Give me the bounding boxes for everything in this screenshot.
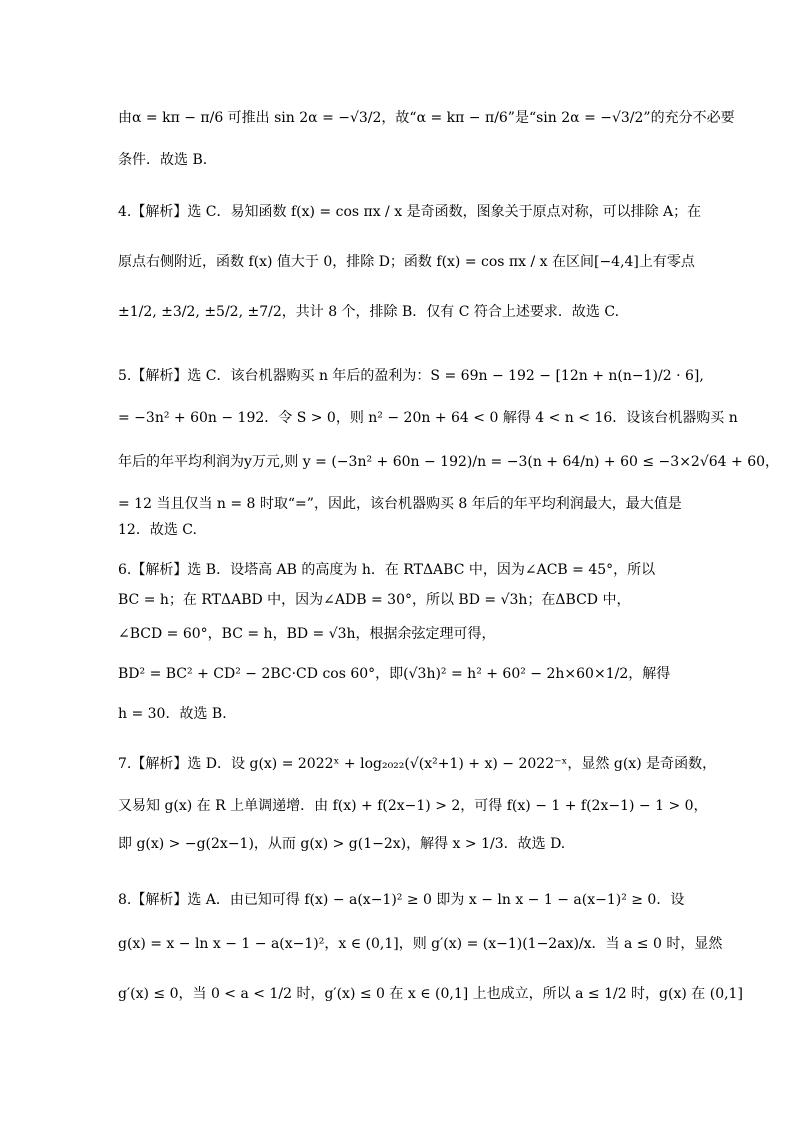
text-line: 5.【解析】选 C．该台机器购买 n 年后的盈利为：S = 69n − 192 − [12n + n(n−1)/2 · 6], bbox=[118, 368, 704, 384]
text-line: BD² = BC² + CD² − 2BC·CD cos 60°，即(√3h)² = h² + 60² − 2h×60×1/2，解得 bbox=[118, 666, 671, 682]
text-line: g(x) = x − ln x − 1 − a(x−1)²，x ∈ (0,1]，则 g′(x) = (x−1)(1−2ax)/x．当 a ≤ 0 时，显然 bbox=[118, 936, 723, 952]
text-line: 原点右侧附近，函数 f(x) 值大于 0，排除 D；函数 f(x) = cos πx / x 在区间[−4,4]上有零点 bbox=[118, 254, 695, 270]
text-line: 8.【解析】选 A．由已知可得 f(x) − a(x−1)² ≥ 0 即为 x − ln x − 1 − a(x−1)² ≥ 0．设 bbox=[118, 892, 685, 908]
text-line: g′(x) ≤ 0，当 0 < a < 1/2 时，g′(x) ≤ 0 在 x ∈ (0,1] 上也成立，所以 a ≤ 1/2 时，g(x) 在 (0,1] bbox=[118, 986, 743, 1002]
text-line: 7.【解析】选 D．设 g(x) = 2022ˣ + log₂₀₂₂(√(x²+1) + x) − 2022⁻ˣ，显然 g(x) 是奇函数， bbox=[118, 756, 717, 772]
text-line: h = 30．故选 B. bbox=[118, 706, 227, 722]
text-line: 年后的年平均利润为y万元,则 y = (−3n² + 60n − 192)/n = −3(n + 64/n) + 60 ≤ −3×2√64 + 60， bbox=[118, 454, 780, 470]
text-line: 6.【解析】选 B．设塔高 AB 的高度为 h．在 RTΔABC 中，因为∠ACB = 45°，所以 bbox=[118, 562, 656, 578]
text-line: = −3n² + 60n − 192．令 S > 0，则 n² − 20n + 64 < 0 解得 4 < n < 16．设该台机器购买 n bbox=[118, 410, 738, 426]
text-line: ∠BCD = 60°，BC = h，BD = √3h，根据余弦定理可得， bbox=[118, 626, 496, 642]
text-line: ±1/2, ±3/2, ±5/2, ±7/2，共计 8 个，排除 B．仅有 C 符合上述要求．故选 C. bbox=[118, 304, 620, 320]
text-line: 12．故选 C. bbox=[118, 522, 197, 538]
text-line: 又易知 g(x) 在 R 上单调递增．由 f(x) + f(2x−1) > 2，可得 f(x) − 1 + f(2x−1) − 1 > 0， bbox=[118, 798, 708, 814]
text-line: 条件．故选 B. bbox=[118, 152, 208, 168]
text-line: 4.【解析】选 C．易知函数 f(x) = cos πx / x 是奇函数，图象关于原点对称，可以排除 A；在 bbox=[118, 204, 702, 220]
text-line: = 12 当且仅当 n = 8 时取“=”，因此，该台机器购买 8 年后的年平均利润最大，最大值是 bbox=[118, 496, 682, 512]
text-line: BC = h；在 RTΔABD 中，因为∠ADB = 30°，所以 BD = √3h；在ΔBCD 中， bbox=[118, 592, 631, 608]
text-line: 即 g(x) > −g(2x−1)，从而 g(x) > g(1−2x)，解得 x > 1/3．故选 D. bbox=[118, 836, 566, 852]
text-line: 由α = kπ − π/6 可推出 sin 2α = −√3/2，故“α = kπ − π/6”是“sin 2α = −√3/2”的充分不必要 bbox=[118, 110, 735, 126]
